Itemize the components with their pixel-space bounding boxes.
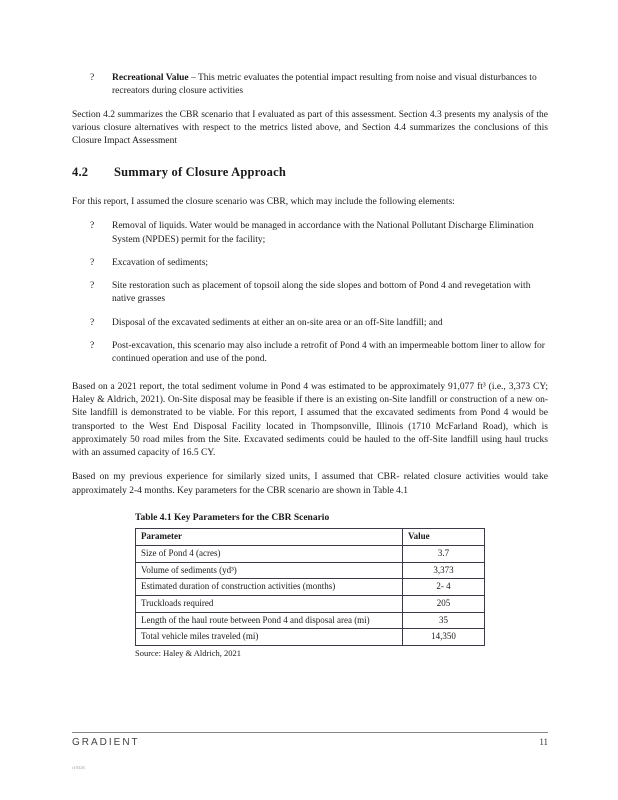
corner-note: r10326 (72, 765, 85, 770)
table-header-row (136, 529, 485, 546)
table-row (136, 596, 485, 613)
bullet-marker: ? (90, 73, 95, 83)
bullet-label: Recreational Value (112, 73, 189, 83)
page-content (72, 72, 548, 660)
cell-parameter: Estimated duration of construction activities (months) (136, 579, 403, 596)
cell-parameter: Total vehicle miles traveled (mi) (136, 629, 403, 646)
bullet-text: Post-excavation, this scenario may also include a retrofit of Pond 4 with an impermeable bottom liner to allow for continued operation and use of the pond. (112, 341, 545, 365)
bullet-site-restoration (90, 280, 548, 307)
paragraph-intro: For this report, I assumed the closure scenario was CBR, which may include the following elements: (72, 196, 455, 207)
cell-parameter: Truckloads required (136, 596, 403, 613)
bullet-disposal (90, 317, 548, 330)
section-number: 4.2 (72, 165, 89, 180)
table-row (136, 579, 485, 596)
bullet-text (112, 72, 548, 99)
bullet-removal-liquids (90, 220, 548, 247)
cell-parameter: Volume of sediments (yd³) (136, 562, 403, 579)
bullet-post-excavation (90, 340, 548, 367)
bullet-marker: ? (90, 257, 95, 268)
bullet-text: Disposal of the excavated sediments at either an on-site area or an off-Site landfill; and (112, 317, 443, 328)
table-4-1-block (135, 512, 485, 660)
table-row (136, 612, 485, 629)
cell-value: 3.7 (403, 546, 485, 563)
header-value: Value (403, 529, 485, 546)
bullet-recreational-value (90, 72, 548, 99)
section-title: Summary of Closure Approach (114, 165, 286, 180)
bullet-body: – This metric evaluates the potential impact resulting from noise and visual disturbances to recreators during closure activities (112, 73, 537, 97)
table-source: Source: Haley & Aldrich, 2021 (135, 648, 241, 659)
table-row (136, 629, 485, 646)
paragraph-sediment-volume: Based on a 2021 report, the total sediment volume in Pond 4 was estimated to be approximately 91,077 ft³ (i.e., 3,373 CY; Haley & Aldrich, 2021). On-Site disposal may be feasible if there is an existing on-Site landfill or construction of a new on-Site landfill is demonstrated to be viable. For this report, I assumed that the excavated sediments from Pond 4 would be transported to the West End Disposal Facility located in Thompsonville, Illinois (1710 McFarland Road), which is approximately 50 road miles from the Site. Excavated sediments could be hauled to the off-Site landfill using haul trucks with an assumed capacity of 16.5 CY. (72, 381, 548, 459)
cell-value: 205 (403, 596, 485, 613)
cell-value: 2- 4 (403, 579, 485, 596)
key-parameters-table (135, 528, 485, 646)
bullet-text: Removal of liquids. Water would be managed in accordance with the National Pollutant Discharge Elimination System (NPDES) permit for the facility; (112, 221, 534, 245)
paragraph-section-summary: Section 4.2 summarizes the CBR scenario that I evaluated as part of this assessment. Section 4.3 presents my analysis of the various closure alternatives with respect to the metrics listed above, and Section 4.4 summarizes the conclusions of this Closure Impact Assessment (72, 109, 548, 147)
cell-parameter: Size of Pond 4 (acres) (136, 546, 403, 563)
table-row (136, 562, 485, 579)
bullet-marker: ? (90, 317, 95, 328)
header-parameter: Parameter (136, 529, 403, 546)
cell-value: 14,350 (403, 629, 485, 646)
gradient-logo: GRADIENT (72, 737, 140, 748)
bullet-text: Excavation of sediments; (112, 257, 209, 268)
table-title: Table 4.1 Key Parameters for the CBR Scenario (135, 513, 330, 524)
table-row (136, 546, 485, 563)
page-footer (72, 732, 548, 748)
section-heading (72, 164, 548, 182)
page-number: 11 (539, 737, 548, 747)
bullet-marker: ? (90, 221, 95, 232)
bullet-marker: ? (90, 281, 95, 292)
bullet-excavation (90, 257, 548, 270)
bullet-marker: ? (90, 341, 95, 352)
cell-value: 35 (403, 612, 485, 629)
paragraph-experience: Based on my previous experience for similarly sized units, I assumed that CBR- related closure activities would take approximately 2-4 months. Key parameters for the CBR scenario are shown in Table 4.1 (72, 472, 548, 496)
cell-parameter: Length of the haul route between Pond 4 and disposal area (mi) (136, 612, 403, 629)
bullet-text: Site restoration such as placement of topsoil along the side slopes and bottom of Pond 4 and revegetation with native grasses (112, 281, 531, 305)
cell-value: 3,373 (403, 562, 485, 579)
